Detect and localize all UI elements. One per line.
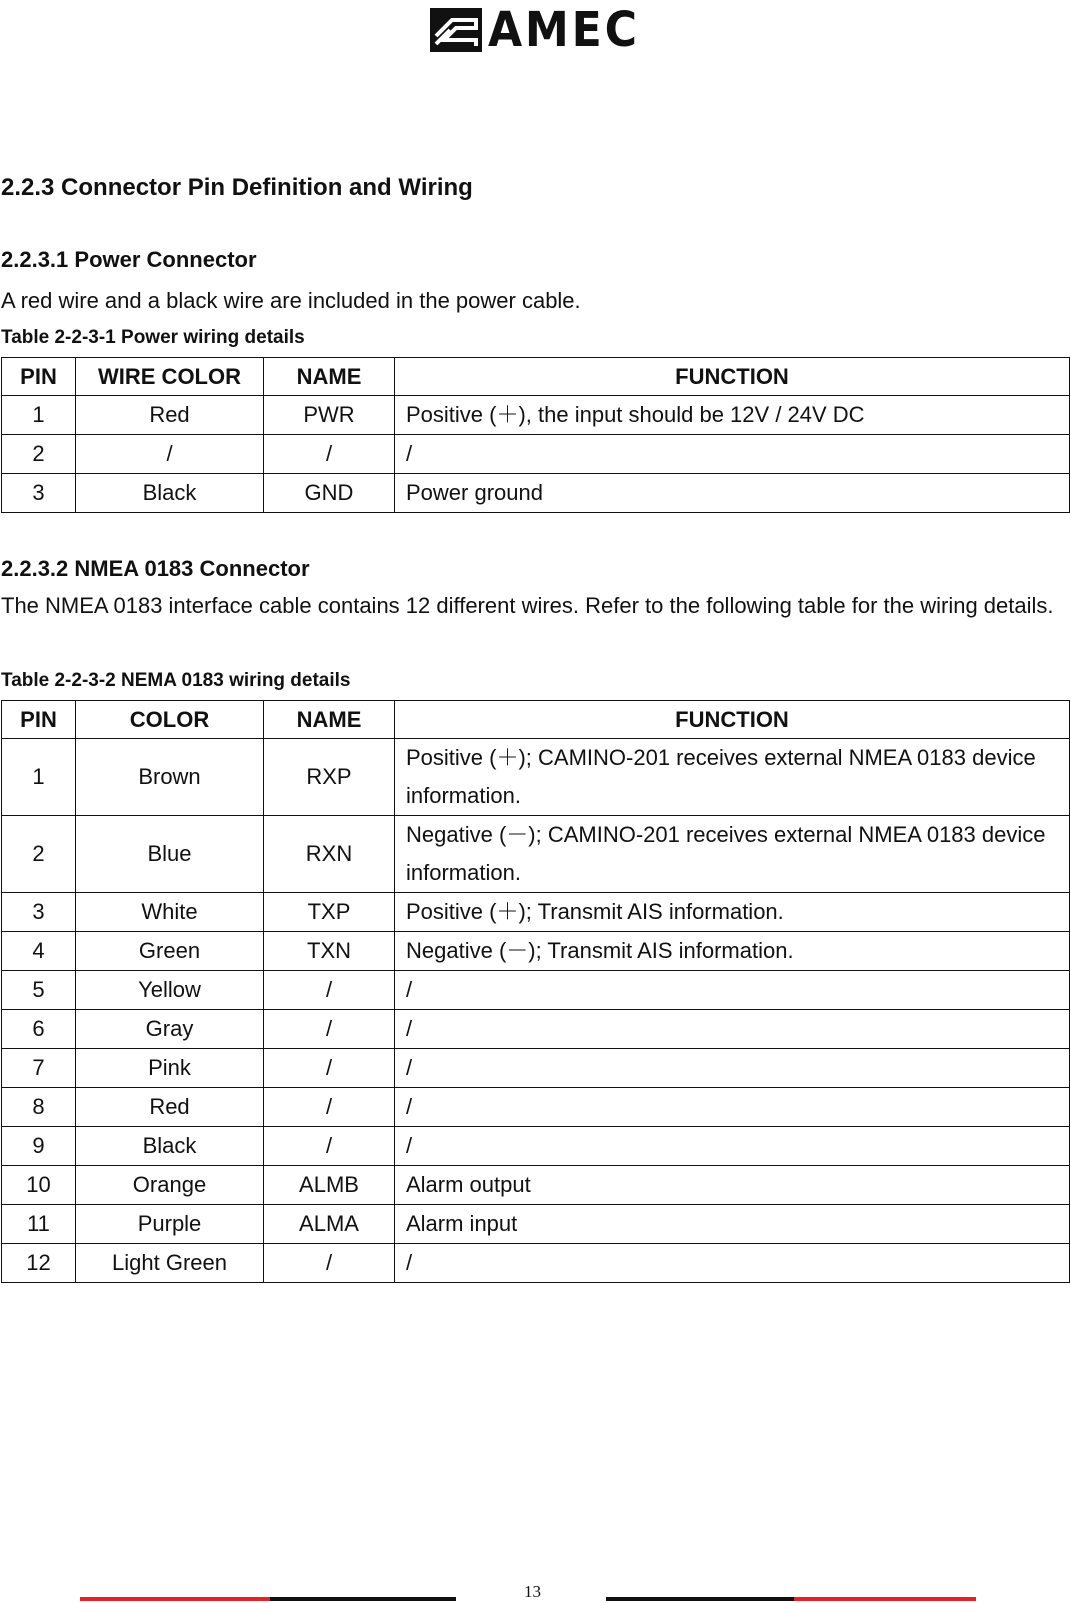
cell-color: Black bbox=[76, 1127, 264, 1166]
cell-pin: 12 bbox=[2, 1244, 76, 1283]
power-connector-intro: A red wire and a black wire are included in the power cable. bbox=[1, 288, 581, 313]
cell-pin: 4 bbox=[2, 932, 76, 971]
cell-color: Black bbox=[76, 474, 264, 513]
cell-pin: 2 bbox=[2, 435, 76, 474]
cell-name: / bbox=[264, 971, 395, 1010]
table-row bbox=[2, 1049, 1070, 1088]
cell-name: PWR bbox=[264, 396, 395, 435]
footer-bar-left-black bbox=[270, 1597, 456, 1601]
cell-name: ALMA bbox=[264, 1205, 395, 1244]
cell-color: Purple bbox=[76, 1205, 264, 1244]
cell-name: ALMB bbox=[264, 1166, 395, 1205]
cell-function: / bbox=[395, 1049, 1070, 1088]
cell-function: Negative (－); Transmit AIS information. bbox=[395, 932, 1070, 971]
cell-color: Orange bbox=[76, 1166, 264, 1205]
amec-logo-text: AMEC bbox=[488, 2, 640, 58]
table-row bbox=[2, 1010, 1070, 1049]
table-header-row bbox=[2, 701, 1070, 739]
cell-color: Brown bbox=[76, 739, 264, 816]
cell-pin: 11 bbox=[2, 1205, 76, 1244]
cell-pin: 2 bbox=[2, 816, 76, 893]
cell-color: Green bbox=[76, 932, 264, 971]
cell-function: Positive (＋); Transmit AIS information. bbox=[395, 893, 1070, 932]
footer-bar-right-black bbox=[606, 1597, 794, 1601]
cell-color: Gray bbox=[76, 1010, 264, 1049]
page-number: 13 bbox=[524, 1582, 541, 1601]
header-pin: PIN bbox=[2, 358, 76, 396]
cell-pin: 1 bbox=[2, 396, 76, 435]
cell-function: / bbox=[395, 1244, 1070, 1283]
cell-color: / bbox=[76, 435, 264, 474]
header-pin: PIN bbox=[2, 701, 76, 739]
table-row bbox=[2, 816, 1070, 893]
header-function: FUNCTION bbox=[395, 358, 1070, 396]
table-row bbox=[2, 932, 1070, 971]
table-row bbox=[2, 893, 1070, 932]
cell-name: TXP bbox=[264, 893, 395, 932]
cell-function: / bbox=[395, 1088, 1070, 1127]
amec-logo bbox=[430, 2, 653, 58]
cell-function: / bbox=[395, 1010, 1070, 1049]
cell-pin: 10 bbox=[2, 1166, 76, 1205]
cell-name: / bbox=[264, 1010, 395, 1049]
cell-pin: 6 bbox=[2, 1010, 76, 1049]
cell-name: / bbox=[264, 1049, 395, 1088]
header-name: NAME bbox=[264, 701, 395, 739]
table-row bbox=[2, 435, 1070, 474]
cell-name: TXN bbox=[264, 932, 395, 971]
header-function: FUNCTION bbox=[395, 701, 1070, 739]
cell-function: Alarm input bbox=[395, 1205, 1070, 1244]
cell-color: Red bbox=[76, 1088, 264, 1127]
cell-color: Pink bbox=[76, 1049, 264, 1088]
cell-color: Yellow bbox=[76, 971, 264, 1010]
table-row bbox=[2, 396, 1070, 435]
cell-color: Blue bbox=[76, 816, 264, 893]
cell-pin: 7 bbox=[2, 1049, 76, 1088]
cell-function: Power ground bbox=[395, 474, 1070, 513]
header-name: NAME bbox=[264, 358, 395, 396]
power-wiring-table bbox=[1, 357, 1070, 513]
amec-logo-icon bbox=[430, 8, 482, 52]
nmea-connector-intro: The NMEA 0183 interface cable contains 12 different wires. Refer to the following table for the wiring details. bbox=[1, 593, 1054, 618]
cell-name: / bbox=[264, 1244, 395, 1283]
section-title: 2.2.3 Connector Pin Definition and Wiring bbox=[1, 174, 473, 201]
nmea-connector-title: 2.2.3.2 NMEA 0183 Connector bbox=[1, 556, 310, 581]
table-row bbox=[2, 1088, 1070, 1127]
cell-name: RXP bbox=[264, 739, 395, 816]
cell-name: / bbox=[264, 1088, 395, 1127]
cell-function: Alarm output bbox=[395, 1166, 1070, 1205]
table-row bbox=[2, 1205, 1070, 1244]
header-color: COLOR bbox=[76, 701, 264, 739]
header-wire-color: WIRE COLOR bbox=[76, 358, 264, 396]
cell-function: / bbox=[395, 1127, 1070, 1166]
nmea-table-caption: Table 2-2-3-2 NEMA 0183 wiring details bbox=[1, 670, 351, 691]
cell-color: White bbox=[76, 893, 264, 932]
footer-bar-left-red bbox=[80, 1597, 270, 1601]
cell-pin: 3 bbox=[2, 474, 76, 513]
cell-name: GND bbox=[264, 474, 395, 513]
footer-bar-right-red bbox=[794, 1597, 976, 1601]
cell-function: / bbox=[395, 435, 1070, 474]
cell-function: / bbox=[395, 971, 1070, 1010]
cell-pin: 3 bbox=[2, 893, 76, 932]
nmea-wiring-table bbox=[1, 700, 1070, 1283]
table-row bbox=[2, 971, 1070, 1010]
cell-pin: 5 bbox=[2, 971, 76, 1010]
cell-pin: 8 bbox=[2, 1088, 76, 1127]
table-row bbox=[2, 474, 1070, 513]
cell-color: Light Green bbox=[76, 1244, 264, 1283]
cell-function: Negative (－); CAMINO-201 receives external NMEA 0183 device information. bbox=[395, 816, 1070, 893]
cell-function: Positive (＋); CAMINO-201 receives external NMEA 0183 device information. bbox=[395, 739, 1070, 816]
table-header-row bbox=[2, 358, 1070, 396]
cell-pin: 9 bbox=[2, 1127, 76, 1166]
cell-pin: 1 bbox=[2, 739, 76, 816]
power-connector-title: 2.2.3.1 Power Connector bbox=[1, 247, 257, 272]
power-table-caption: Table 2-2-3-1 Power wiring details bbox=[1, 327, 305, 348]
cell-name: RXN bbox=[264, 816, 395, 893]
table-row bbox=[2, 739, 1070, 816]
cell-name: / bbox=[264, 1127, 395, 1166]
cell-name: / bbox=[264, 435, 395, 474]
cell-color: Red bbox=[76, 396, 264, 435]
cell-function: Positive (＋), the input should be 12V / 24V DC bbox=[395, 396, 1070, 435]
table-row bbox=[2, 1127, 1070, 1166]
table-row bbox=[2, 1166, 1070, 1205]
table-row bbox=[2, 1244, 1070, 1283]
